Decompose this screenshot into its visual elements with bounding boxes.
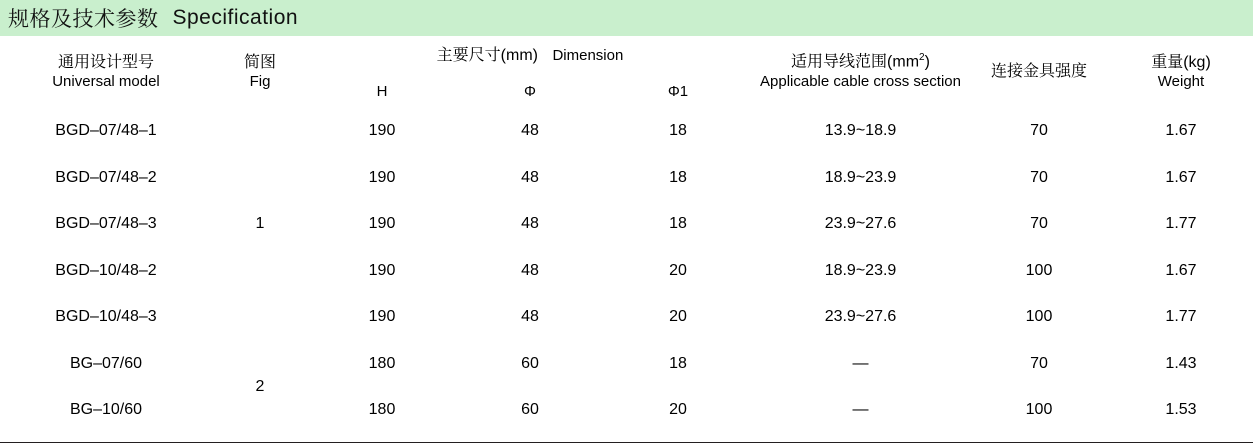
cell-h: 180 [368, 354, 396, 372]
table-row [0, 387, 1253, 434]
cell-weight: 1.53 [1165, 401, 1197, 419]
header-dimension-en: Dimension [552, 47, 624, 64]
cell-model: BG–07/60 [69, 354, 143, 372]
cell-weight: 1.77 [1165, 215, 1197, 233]
header-phi: Φ [524, 82, 536, 100]
cell-cable: — [852, 354, 869, 372]
cell-phi: 60 [521, 401, 539, 419]
cell-weight: 1.77 [1165, 308, 1197, 326]
cell-phi1: 20 [669, 261, 687, 279]
cell-weight: 1.67 [1165, 122, 1197, 140]
cell-cable: 23.9~27.6 [824, 215, 897, 233]
header-model [0, 36, 212, 108]
table-row [0, 341, 1253, 388]
cell-weight: 1.67 [1165, 168, 1197, 186]
header-dimension [308, 36, 752, 76]
header-strength-cn: 连接金具强度 [990, 63, 1087, 80]
header-weight-cn: 重量(kg) [1151, 53, 1211, 71]
cell-model: BGD–10/48–3 [55, 308, 157, 326]
table-row [0, 294, 1253, 341]
cell-strength: 70 [1030, 168, 1048, 186]
header-fig-cn: 简图 [243, 53, 276, 71]
cell-phi1: 20 [669, 401, 687, 419]
cell-h: 180 [368, 401, 396, 419]
cell-strength: 70 [1030, 354, 1048, 372]
cell-strength: 100 [1025, 261, 1053, 279]
section-title-cn: 规格及技术参数 [8, 8, 159, 31]
header-weight-en: Weight [1157, 72, 1205, 90]
cell-phi: 48 [521, 168, 539, 186]
header-cable-cn [752, 52, 969, 72]
cell-strength: 100 [1025, 308, 1053, 326]
cell-model: BG–10/60 [69, 401, 143, 419]
cell-phi: 60 [521, 354, 539, 372]
cell-phi1: 18 [669, 354, 687, 372]
cell-model: BGD–07/48–1 [55, 122, 157, 140]
cell-cable: 18.9~23.9 [824, 168, 897, 186]
cell-phi: 48 [521, 308, 539, 326]
header-cable-cn-tail: ) [924, 53, 930, 71]
header-model-en: Universal model [52, 72, 160, 90]
cell-model: BGD–07/48–3 [55, 215, 157, 233]
cell-phi1: 18 [669, 122, 687, 140]
header-strength [969, 36, 1109, 108]
cell-cable: — [852, 401, 869, 419]
cell-fig: 2 [255, 378, 265, 395]
header-cable-cn-text: 适用导线范围(mm [791, 53, 920, 71]
cell-cable: 18.9~23.9 [824, 261, 897, 279]
header-cable [752, 36, 969, 108]
cell-phi: 48 [521, 261, 539, 279]
header-dimension-cn: 主要尺寸(mm) [436, 47, 538, 64]
cell-cable: 23.9~27.6 [824, 308, 897, 326]
cell-h: 190 [368, 122, 396, 140]
table-row [0, 155, 1253, 202]
cell-model: BGD–07/48–2 [55, 168, 157, 186]
cell-phi1: 20 [669, 308, 687, 326]
section-title-en: Specification [172, 6, 299, 29]
cell-cable: 13.9~18.9 [824, 122, 897, 140]
header-weight [1109, 36, 1253, 108]
cell-phi1: 18 [669, 168, 687, 186]
header-h: H [376, 82, 388, 100]
header-cable-en: Applicable cable cross section [760, 72, 961, 90]
cell-strength: 70 [1030, 215, 1048, 233]
cell-h: 190 [368, 308, 396, 326]
header-phi1: Φ1 [667, 82, 689, 100]
cell-phi: 48 [521, 122, 539, 140]
table-header-row-1 [0, 36, 1253, 76]
header-model-cn: 通用设计型号 [57, 53, 154, 71]
cell-strength: 100 [1025, 401, 1053, 419]
table-row [0, 201, 1253, 248]
cell-h: 190 [368, 168, 396, 186]
table-row [0, 108, 1253, 155]
cell-fig: 1 [255, 215, 265, 233]
header-fig-en: Fig [249, 72, 271, 90]
header-cable-superscript: 2 [919, 52, 925, 64]
cell-phi1: 18 [669, 215, 687, 233]
section-title-bar [0, 0, 1253, 36]
header-fig [212, 36, 308, 108]
cell-weight: 1.43 [1165, 354, 1197, 372]
cell-h: 190 [368, 215, 396, 233]
specification-table [0, 36, 1253, 434]
cell-model: BGD–10/48–2 [55, 261, 157, 279]
cell-weight: 1.67 [1165, 261, 1197, 279]
cell-strength: 70 [1030, 122, 1048, 140]
cell-phi: 48 [521, 215, 539, 233]
cell-h: 190 [368, 261, 396, 279]
table-row [0, 248, 1253, 295]
